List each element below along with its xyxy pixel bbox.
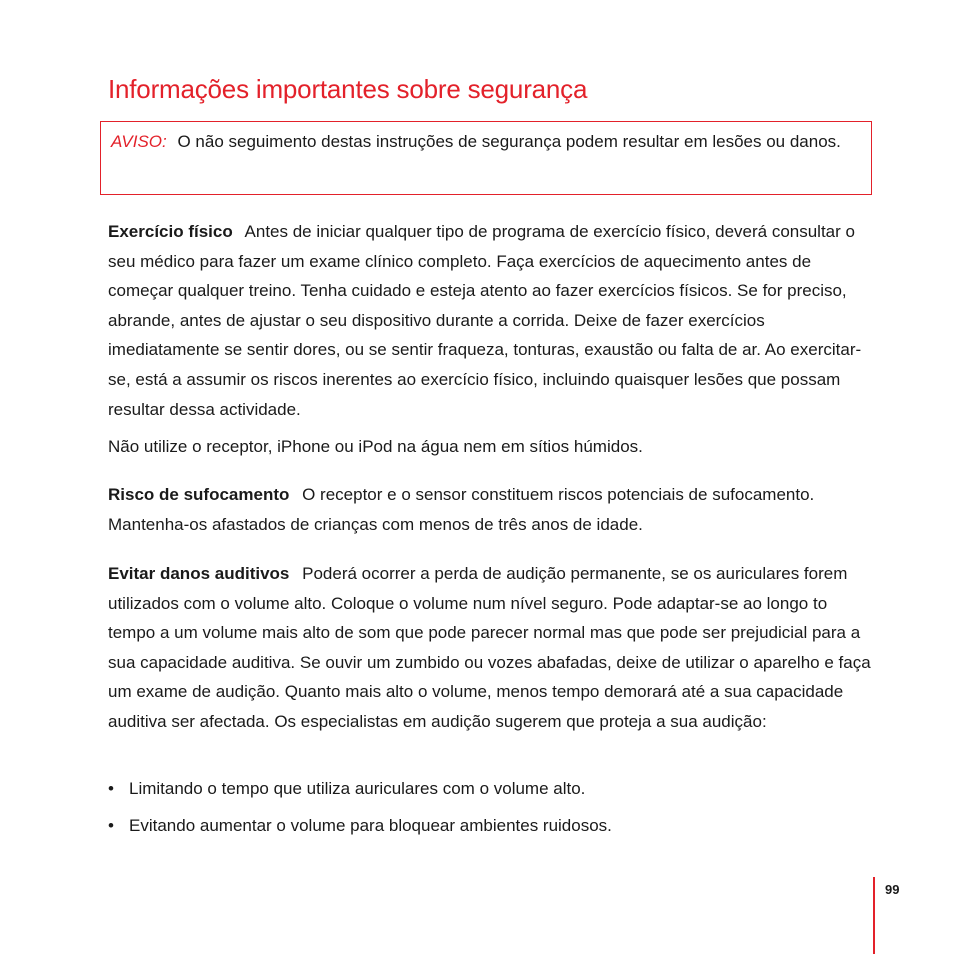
- warning-box: [100, 121, 872, 195]
- list-item: [108, 811, 872, 848]
- section-text: O receptor e o sensor constituem riscos potenciais de sufocamento. Mantenha-os afastados de crianças com menos de três anos de idade.: [108, 485, 815, 534]
- section-exercise: [108, 217, 872, 424]
- page-rule: [873, 877, 875, 954]
- section-choking: [108, 480, 872, 539]
- bullet-icon: •: [108, 816, 114, 835]
- section-heading: Exercício físico: [108, 222, 233, 241]
- list-item-text: Evitando aumentar o volume para bloquear ambientes ruidosos.: [129, 816, 612, 835]
- list-item: [108, 774, 872, 811]
- warning-label: AVISO:: [111, 132, 167, 151]
- section-heading: Risco de sufocamento: [108, 485, 290, 504]
- section-heading: Evitar danos auditivos: [108, 564, 290, 583]
- paragraph: [108, 217, 872, 424]
- page-number: 99: [885, 882, 900, 897]
- warning-text: O não seguimento destas instruções de segurança podem resultar em lesões ou danos.: [177, 132, 841, 151]
- section-text: Antes de iniciar qualquer tipo de programa de exercício físico, deverá consultar o seu médico para fazer um exame clínico completo. Faça exercícios de aquecimento antes de começar qualquer treino. Tenha cuidado e esteja atento ao fazer exercícios físicos. Se for preciso, abrande, antes de ajustar o seu dispositivo durante a corrida. Deixe de fazer exercícios imediatamente se sentir dores, ou se sentir fraqueza, tonturas, exaustão ou falta de ar. Ao exercitar-se, está a assumir os riscos inerentes ao exercício físico, incluindo quaisquer lesões que possam resultar dessa actividade.: [108, 222, 862, 419]
- paragraph: Não utilize o receptor, iPhone ou iPod na água nem em sítios húmidos.: [108, 437, 643, 456]
- paragraph: [108, 559, 872, 737]
- page-title: Informações importantes sobre segurança: [108, 74, 588, 104]
- list-item-text: Limitando o tempo que utiliza auriculares com o volume alto.: [129, 779, 586, 798]
- section-water: [108, 432, 872, 462]
- paragraph: [108, 480, 872, 539]
- section-hearing: [108, 559, 872, 737]
- section-text: Poderá ocorrer a perda de audição permanente, se os auriculares forem utilizados com o volume alto. Coloque o volume num nível seguro. Pode adaptar-se ao longo to tempo a um volume mais alto de som que pode parecer normal mas que pode ser prejudicial para a sua capacidade auditiva. Se ouvir um zumbido ou vozes abafadas, deixe de utilizar o aparelho e faça um exame de audição. Quanto mais alto o volume, menos tempo demorará até a sua capacidade auditiva ser afectada. Os especialistas em audição sugerem que proteja a sua audição:: [108, 564, 871, 731]
- bullet-list: [108, 774, 872, 848]
- bullet-icon: •: [108, 779, 114, 798]
